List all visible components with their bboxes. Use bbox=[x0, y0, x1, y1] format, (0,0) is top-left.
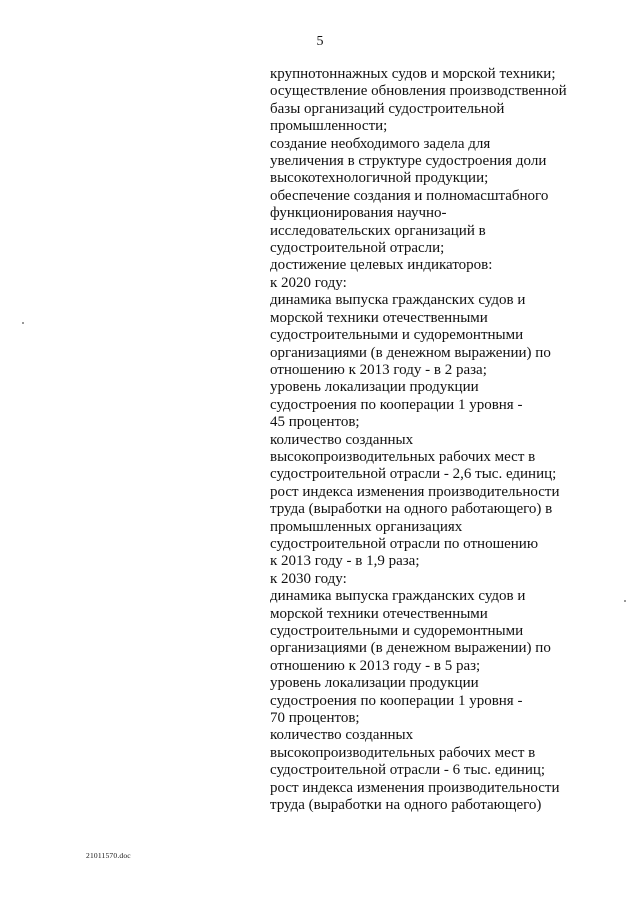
text-line: высокотехнологичной продукции; bbox=[270, 170, 489, 187]
text-line: отношению к 2013 году - в 2 раза; bbox=[270, 361, 487, 378]
text-line: судостроительной отрасли по отношению bbox=[270, 535, 539, 552]
text-line: осуществление обновления производственной bbox=[270, 83, 567, 100]
page-number: 5 bbox=[316, 34, 324, 49]
text-line: достижение целевых индикаторов: bbox=[270, 257, 493, 274]
text-line: базы организаций судостроительной bbox=[270, 100, 505, 117]
text-line: судостроительной отрасли - 6 тыс. единиц; bbox=[270, 762, 546, 779]
text-line: судостроительными и судоремонтными bbox=[270, 623, 524, 639]
body-text-column bbox=[270, 66, 585, 814]
text-line: 70 процентов; bbox=[270, 710, 360, 727]
text-line: организациями (в денежном выражении) по bbox=[270, 344, 551, 361]
text-line: уровень локализации продукции bbox=[270, 675, 479, 692]
text-line: динамика выпуска гражданских судов и bbox=[270, 588, 526, 605]
text-line: отношению к 2013 году - в 5 раз; bbox=[270, 657, 481, 674]
text-line: рост индекса изменения производительности bbox=[270, 779, 560, 796]
text-line: уровень локализации продукции bbox=[270, 379, 479, 396]
text-line: увеличения в структуре судостроения доли bbox=[270, 153, 547, 170]
text-line: динамика выпуска гражданских судов и bbox=[270, 292, 526, 309]
text-line: промышленности; bbox=[270, 118, 388, 135]
scan-speck bbox=[22, 322, 24, 324]
text-line: судостроительной отрасли; bbox=[270, 240, 445, 257]
text-line: количество созданных bbox=[270, 431, 414, 448]
text-line: высокопроизводительных рабочих мест в bbox=[270, 744, 536, 761]
text-line: труда (выработки на одного работающего) в bbox=[270, 501, 553, 518]
text-line: судостроения по кооперации 1 уровня - bbox=[270, 396, 523, 413]
text-line: морской техники отечественными bbox=[270, 605, 488, 622]
text-line: промышленных организациях bbox=[270, 518, 463, 535]
text-line: обеспечение создания и полномасштабного bbox=[270, 187, 549, 204]
text-line: исследовательских организаций в bbox=[270, 222, 486, 239]
text-line: труда (выработки на одного работающего) bbox=[270, 797, 542, 814]
text-line: создание необходимого задела для bbox=[270, 135, 491, 152]
text-line: к 2020 году: bbox=[270, 274, 347, 291]
scan-speck bbox=[624, 600, 626, 602]
text-line: организациями (в денежном выражении) по bbox=[270, 640, 551, 657]
text-line: судостроительной отрасли - 2,6 тыс. единиц; bbox=[270, 466, 557, 483]
text-line: высокопроизводительных рабочих мест в bbox=[270, 448, 536, 465]
text-line: судостроительными и судоремонтными bbox=[270, 327, 524, 344]
text-line: 45 процентов; bbox=[270, 414, 360, 431]
text-line: судостроения по кооперации 1 уровня - bbox=[270, 692, 523, 709]
text-line: количество созданных bbox=[270, 727, 414, 744]
text-line: рост индекса изменения производительности bbox=[270, 483, 560, 500]
text-line: к 2030 году: bbox=[270, 570, 347, 587]
text-line: морской техники отечественными bbox=[270, 309, 488, 326]
text-line: к 2013 году - в 1,9 раза; bbox=[270, 553, 420, 570]
document-file-code: 21011570.doc bbox=[86, 851, 131, 860]
text-line: крупнотоннажных судов и морской техники; bbox=[270, 66, 556, 82]
text-line: функционирования научно- bbox=[270, 205, 447, 222]
